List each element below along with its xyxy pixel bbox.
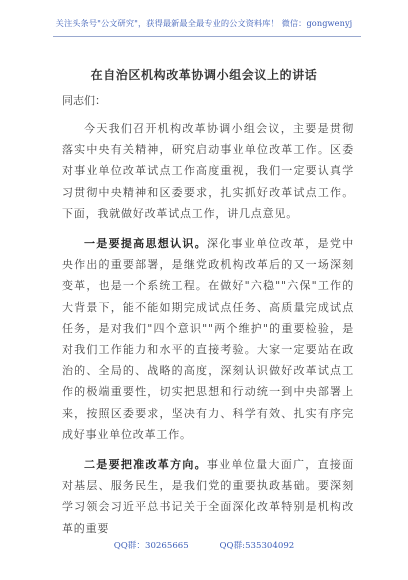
footer-contacts (0, 539, 408, 551)
paragraph-heading: 一是要提高思想认识。 (84, 237, 207, 251)
paragraph-point-1 (62, 233, 354, 445)
greeting: 同志们： (62, 94, 106, 107)
paragraph-text: 今天我们召开机构改革协调小组会议，主要是贯彻落实中央有关精神，研究启动事业单位改革工作。区委对事业单位改革试点工作高度重视，我们一定要认真学习贯彻中央精神和区委要求，扎实抓好改革试点工作。下面，我就做好改革试点工作，讲几点意见。 (62, 122, 354, 220)
document-title: 在自治区机构改革协调小组会议上的讲话 (90, 68, 318, 82)
paragraph-intro (62, 118, 354, 224)
paragraph-point-2 (62, 454, 354, 539)
top-banner: 关注头条号"公文研究"，获得最新最全最专业的公文资料库！ 微信：gongwenyj (55, 18, 353, 28)
paragraph-heading: 二是要把准改革方向。 (84, 458, 207, 472)
paragraph-text: 深化事业单位改革，是党中央作出的重要部署，是继党政机构改革后的又一场深刻变革，也是一个系统工程。在做好"六稳""六保"工作的大背景下，能不能如期完成试点任务、高质量完成试点任务，是对我们"四个意识""两个维护"的重要检验，是对我们工作能力和水平的直接考验。大家一定要站在政治的、全局的、战略的高度，深刻认识做好改革试点工作的极端重要性，切实把思想和行动统一到中央部署上来，按照区委要求，坚决有力、科学有效、扎实有序完成好事业单位改革工作。 (62, 237, 354, 441)
header-divider (53, 36, 361, 37)
document-body (62, 94, 354, 548)
qq-group-1: QQ群：30265665 (113, 541, 189, 551)
qq-group-2: QQ群:535304092 (219, 541, 295, 551)
paragraph-text: 事业单位量大面广，直接面对基层、服务民生，是我们党的重要执政基础。要深刻学习领会习近平总书记关于全面深化改革特别是机构改革的重要 (62, 458, 354, 535)
